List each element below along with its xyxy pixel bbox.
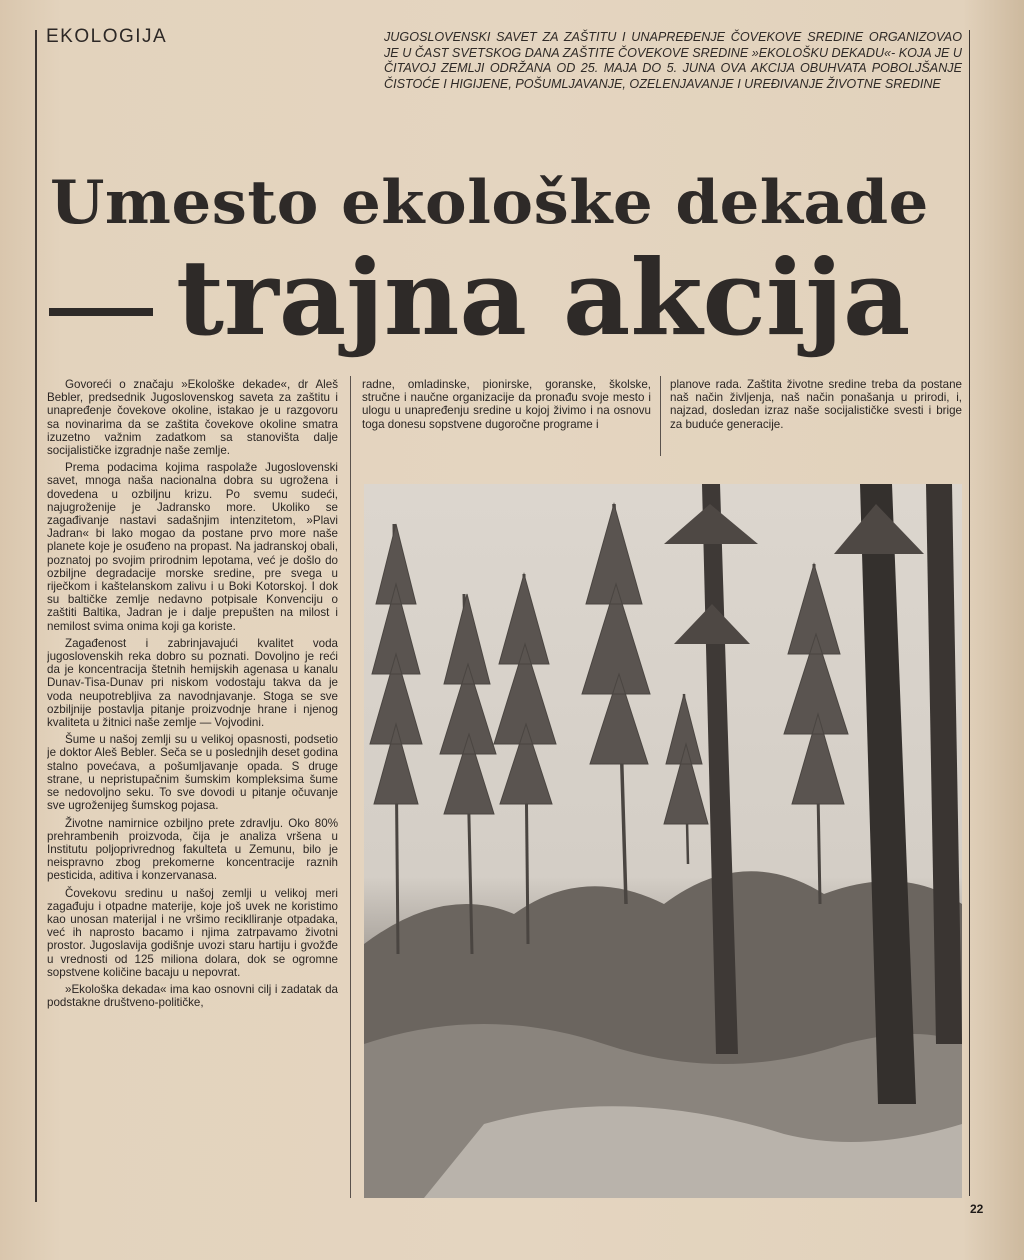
forest-illustration — [364, 484, 962, 1198]
paragraph: radne, omladinske, pionirske, goranske, školske, stručne i naučne organizacije da pronađu svoje mesto i ulogu u unapređenju sredine u kojoj živimo i na osnovu toga donesu sopstvene dugoročne programe i — [362, 378, 651, 431]
headline-dash — [49, 308, 153, 316]
section-label: EKOLOGIJA — [46, 26, 168, 47]
column-divider — [350, 376, 351, 1198]
page-number: 22 — [970, 1202, 984, 1216]
article-column-2 — [362, 378, 651, 435]
column-divider — [660, 376, 661, 456]
headline-line-1: Umesto ekološke dekade — [50, 168, 929, 238]
article-column-3 — [670, 378, 962, 435]
paragraph: Govoreći o značaju »Ekološke dekade«, dr Aleš Bebler, predsednik Jugoslovenskog saveta za zaštitu i unapređenje čovekove okoline, istakao je u razgovoru sa novinarima da se zaštita čovekove okoline smatra izuzetno važnim zadatkom sa stanovišta dalje socijalističke izgradnje naše zemlje. — [47, 378, 338, 458]
paragraph: Prema podacima kojima raspolaže Jugoslovenski savet, mnoga naša nacionalna dobra su ugrožena i dovedena u ozbiljnu krizu. Po svemu sudeći, najugroženije je Jadransko more. Ukoliko se zagađivanje nastavi sadašnjim intenzitetom, »Plavi Jadran« bi lako mogao da postane prvo more naše planete koje je osuđeno na propast. Na jadranskoj obali, poznatoj po svojim prirodnim lepotama, već je došlo do ozbiljne degradacije morske sredine, pre svega u riječkom i kaštelanskom zalivu i u Boki Kotorskoj. I dok su baltičke zemlje nedavno potpisale Konvenciju o zaštiti Baltika, Jadran je i dalje prepušten na milost i nemilost svima onima koji ga koriste. — [47, 461, 338, 633]
left-margin-rule — [35, 30, 37, 1202]
paragraph: Zagađenost i zabrinjavajući kvalitet voda jugoslovenskih reka dobro su poznati. Dovoljno je reći da je koncentracija štetnih hemijskih agenasa u kanalu Dunav-Tisa-Dunav pri niskom vodostaju takva da je voda neupotrebljiva za navodnjavanje. Stoga se sve ozbiljnije postavlja pitanje proizvodnje hrane i njenog kvaliteta u žitnici naše zemlje — Vojvodini. — [47, 636, 338, 730]
forest-photo — [364, 484, 962, 1198]
paragraph: Šume u našoj zemlji su u velikoj opasnosti, podsetio je doktor Aleš Bebler. Seča se u poslednjih deset godina stalno povećava, a pošumljavanje opada. S druge strane, u nepristupačnim šumskim kompleksima šume se nedovoljno seku. To sve dovodi u pitanje očuvanje sve ugroženijeg šumskog pojasa. — [47, 733, 338, 813]
article-column-1 — [47, 378, 338, 1198]
paragraph: planove rada. Zaštita životne sredine treba da postane naš način življenja, naš način ponašanja u prirodi, i, najzad, dosledan izraz naše socijalističke svesti i brige za buduće generacije. — [670, 378, 962, 431]
paragraph: Životne namirnice ozbiljno prete zdravlju. Oko 80% prehrambenih proizvoda, čija je analiza vršena u Institutu poljoprivrednog fakulteta u Zemunu, bilo je neispravno zbog prekomerne koncentracije raznih pesticida, aditiva i konzervanasa. — [47, 816, 338, 883]
paragraph: Čovekovu sredinu u našoj zemlji u velikoj meri zagađuju i otpadne materije, koje još uvek ne koristimo kao unosan materijal i ne vršimo reciklliranje otpadaka, već ih naprosto bacamo i njima zatrpavamo životni prostor. Jugoslavija godišnje uvozi staru hartiju i gvožđe u vrednosti od 125 miliona dolara, dok se ogromne sopstvene količine bacaju u nepovrat. — [47, 886, 338, 979]
headline-line-2: trajna akcija — [176, 236, 911, 359]
intro-paragraph: JUGOSLOVENSKI SAVET ZA ZAŠTITU I UNAPREĐENJE ČOVEKOVE SREDINE ORGANIZOVAO JE U ČAST SVETSKOG DANA ZAŠTITE ČOVEKOVE SREDINE »EKOLOŠKU DEKADU«- KOJA JE U ČITAVOJ ZEMLJI ODRŽANA OD 25. MAJA DO 5. JUNA OVA AKCIJA OBUHVATA POBOLJŠANJE ČISTOĆE I HIGIJENE, POŠUMLJAVANJE, OZELENJAVANJE I UREĐIVANJE ŽIVOTNE SREDINE — [384, 30, 962, 91]
paragraph: »Ekološka dekada« ima kao osnovni cilj i zadatak da podstakne društveno-političke, — [47, 982, 338, 1010]
